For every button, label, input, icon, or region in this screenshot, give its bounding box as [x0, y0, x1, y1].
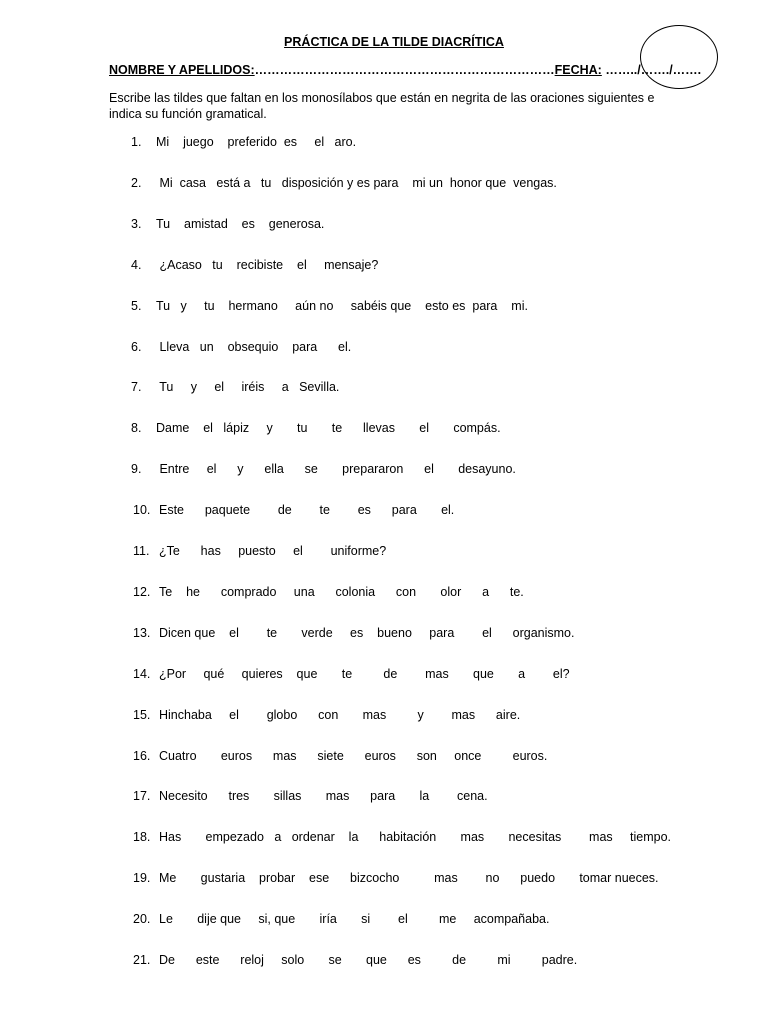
item-number: 9.: [131, 462, 142, 477]
grade-circle: [640, 25, 718, 89]
item-sentence: Dicen que el te verde es bueno para el organismo.: [159, 625, 575, 640]
item-number: 12.: [133, 584, 151, 599]
item-sentence: Tu y tu hermano aún no sabéis que esto es para mi.: [156, 298, 528, 313]
item-sentence: Tu amistad es generosa.: [156, 216, 325, 231]
name-date-line: [109, 63, 701, 77]
item-sentence: ¿Por qué quieres que te de mas que a el?: [159, 666, 570, 681]
item-sentence: Entre el y ella se prepararon el desayuno.: [156, 462, 516, 477]
item-sentence: ¿Acaso tu recibiste el mensaje?: [156, 257, 379, 272]
item-sentence: Le dije que si, que iría si el me acompañaba.: [159, 912, 550, 927]
item-number: 2.: [131, 175, 142, 190]
item-sentence: Dame el lápiz y tu te llevas el compás.: [156, 421, 501, 436]
item-sentence: Lleva un obsequio para el.: [156, 339, 352, 354]
instructions-text: Escribe las tildes que faltan en los monosílabos que están en negrita de las oraciones siguientes e indica su función gramatical.: [109, 91, 655, 121]
item-sentence: Mi casa está a tu disposición y es para mi un honor que vengas.: [156, 175, 557, 190]
item-number: 16.: [133, 748, 151, 763]
item-number: 10.: [133, 503, 151, 518]
item-sentence: Cuatro euros mas siete euros son once euros.: [159, 748, 548, 763]
item-number: 21.: [133, 953, 151, 967]
name-blank: ………………………………………………………………: [254, 63, 555, 77]
item-sentence: De este reloj solo se que es de mi padre.: [159, 953, 578, 967]
date-blank: ……../……./…….: [601, 63, 702, 77]
item-sentence: Este paquete de te es para el.: [159, 503, 455, 518]
item-sentence: Hinchaba el globo con mas y mas aire.: [159, 707, 521, 722]
worksheet-title: PRÁCTICA DE LA TILDE DIACRÍTICA: [284, 35, 504, 49]
item-sentence: Has empezado a ordenar la habitación mas necesitas mas tiempo.: [159, 830, 672, 845]
item-number: 14.: [133, 666, 151, 681]
item-number: 3.: [131, 216, 142, 231]
item-number: 8.: [131, 421, 142, 436]
item-sentence: Tu y el iréis a Sevilla.: [156, 380, 340, 395]
item-sentence: Te he comprado una colonia con olor a te.: [159, 584, 524, 599]
item-sentence: ¿Te has puesto el uniforme?: [159, 544, 387, 558]
item-number: 1.: [131, 135, 142, 149]
item-number: 20.: [133, 912, 151, 927]
item-number: 13.: [133, 625, 151, 640]
item-number: 19.: [133, 871, 151, 886]
item-number: 7.: [131, 380, 142, 395]
date-label: FECHA:: [554, 63, 602, 77]
item-number: 6.: [131, 339, 142, 354]
item-number: 18.: [133, 830, 151, 845]
item-sentence: Necesito tres sillas mas para la cena.: [159, 789, 488, 804]
item-number: 15.: [133, 707, 151, 722]
item-number: 4.: [131, 257, 142, 272]
name-label: NOMBRE Y APELLIDOS:: [109, 63, 255, 77]
item-number: 11.: [133, 544, 150, 558]
item-number: 17.: [133, 789, 151, 804]
item-sentence: Me gustaria probar ese bizcocho mas no puedo tomar nueces.: [159, 871, 659, 886]
item-sentence: Mi juego preferido es el aro.: [156, 135, 357, 149]
item-number: 5.: [131, 298, 142, 313]
